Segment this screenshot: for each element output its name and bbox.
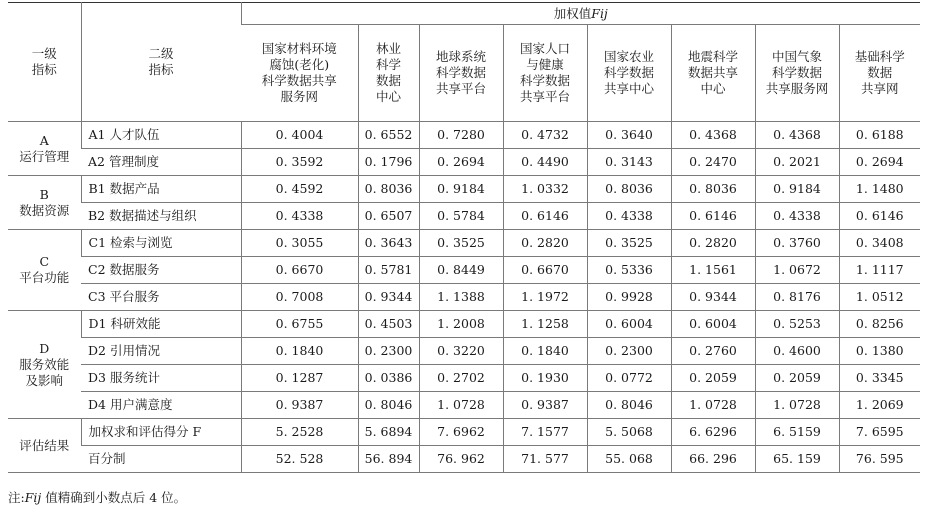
weighted-value-cell: 0. 4592 (241, 176, 358, 203)
weighted-value-cell: 0. 8256 (839, 311, 920, 338)
weighted-value-cell: 6. 5159 (755, 419, 839, 446)
platform-header-line: 共享平台 (435, 81, 486, 96)
level1-indicator (8, 122, 81, 176)
weighted-value-cell: 0. 4368 (755, 122, 839, 149)
weighted-value-cell: 0. 3345 (839, 365, 920, 392)
platform-header-line: 共享中心 (603, 81, 654, 96)
weighted-value-cell: 0. 4600 (755, 338, 839, 365)
weighted-value-cell: 55. 068 (587, 446, 671, 473)
table-row (8, 284, 920, 311)
weighted-value-cell: 0. 9184 (755, 176, 839, 203)
level2-indicator: C1 检索与浏览 (81, 230, 241, 257)
weighted-value-cell: 0. 6146 (671, 203, 755, 230)
weighted-value-cell: 0. 0772 (587, 365, 671, 392)
weighted-value-cell: 1. 2008 (419, 311, 503, 338)
weighted-value-cell: 0. 1796 (358, 149, 419, 176)
platform-header-line: 腐蚀(老化) (269, 57, 330, 72)
weighted-value-cell: 0. 8449 (419, 257, 503, 284)
platform-header-line: 国家材料环境 (261, 41, 337, 56)
weighted-value-cell: 0. 2694 (839, 149, 920, 176)
weighted-value-cell: 0. 6146 (503, 203, 587, 230)
weighted-value-cell: 0. 9387 (241, 392, 358, 419)
weighted-value-cell: 0. 5253 (755, 311, 839, 338)
weighted-value-cell: 0. 8036 (358, 176, 419, 203)
weighted-value-cell: 0. 3143 (587, 149, 671, 176)
weighted-value-cell: 0. 2021 (755, 149, 839, 176)
level1-indicator-line: 服务效能 (19, 356, 70, 372)
header-level2-line: 指标 (148, 62, 174, 77)
header-level2-line: 二级 (148, 46, 174, 61)
weighted-value-cell: 65. 159 (755, 446, 839, 473)
weighted-value-cell: 0. 9928 (587, 284, 671, 311)
weighted-value-cell: 1. 1972 (503, 284, 587, 311)
weighted-value-cell: 0. 2300 (587, 338, 671, 365)
header-level1-line: 一级 (31, 46, 57, 61)
platform-header-line: 共享网 (861, 81, 899, 96)
platform-header-line: 服务网 (280, 89, 318, 104)
platform-header-line: 科学数据共享 (261, 73, 337, 88)
weighted-value-cell: 0. 1287 (241, 365, 358, 392)
weighted-value-cell: 0. 6146 (839, 203, 920, 230)
weighted-value-cell: 0. 3220 (419, 338, 503, 365)
level2-indicator: C2 数据服务 (81, 257, 241, 284)
weighted-value-cell: 0. 3760 (755, 230, 839, 257)
weighted-value-cell: 5. 5068 (587, 419, 671, 446)
table-row (8, 176, 920, 203)
weight-label-prefix: 加权值 (553, 5, 592, 21)
weighted-value-cell: 0. 4338 (241, 203, 358, 230)
level1-indicator-line: 平台功能 (19, 270, 70, 285)
level2-indicator: B1 数据产品 (81, 176, 241, 203)
level1-indicator (8, 419, 81, 473)
level2-indicator: 百分制 (81, 446, 241, 473)
table-row (8, 419, 920, 446)
weighted-value-cell: 1. 2069 (839, 392, 920, 419)
platform-header-line: 科学数据 (519, 73, 570, 88)
weighted-value-cell: 56. 894 (358, 446, 419, 473)
platform-header-line: 数据 (867, 65, 893, 80)
table-body (8, 122, 920, 473)
table-row (8, 392, 920, 419)
weighted-value-cell: 0. 6670 (503, 257, 587, 284)
weighted-value-cell: 71. 577 (503, 446, 587, 473)
weighted-value-cell: 1. 0332 (503, 176, 587, 203)
platform-header-line: 地震科学 (687, 49, 738, 64)
table-row (8, 311, 920, 338)
weight-label-var: Fij (591, 5, 608, 21)
weighted-value-cell: 52. 528 (241, 446, 358, 473)
platform-header (419, 25, 503, 122)
platform-header-line: 中心 (700, 81, 726, 96)
platform-header-line: 科学数据 (435, 65, 486, 80)
level2-indicator: D4 用户满意度 (81, 392, 241, 419)
weighted-value-cell: 0. 4338 (755, 203, 839, 230)
weighted-value-cell: 0. 7280 (419, 122, 503, 149)
weighted-value-cell: 0. 4490 (503, 149, 587, 176)
weighted-value-cell: 76. 595 (839, 446, 920, 473)
level1-indicator (8, 311, 81, 419)
level2-indicator: D3 服务统计 (81, 365, 241, 392)
note-prefix: 注: (8, 490, 25, 505)
weighted-value-cell: 7. 6595 (839, 419, 920, 446)
platform-header-line: 中国气象 (771, 49, 822, 64)
weighted-value-cell: 0. 3640 (587, 122, 671, 149)
weighted-value-cell: 0. 6670 (241, 257, 358, 284)
weighted-value-cell: 0. 1930 (503, 365, 587, 392)
weighted-value-cell: 1. 0728 (755, 392, 839, 419)
weighted-value-cell: 0. 2820 (503, 230, 587, 257)
header-level1 (8, 3, 81, 122)
level1-indicator-line: 评估结果 (19, 437, 70, 453)
weighted-value-cell: 0. 1840 (241, 338, 358, 365)
weighted-value-cell: 0. 6004 (587, 311, 671, 338)
weighted-value-cell: 1. 0728 (419, 392, 503, 419)
weighted-value-cell: 0. 4004 (241, 122, 358, 149)
weighted-value-cell: 0. 4368 (671, 122, 755, 149)
weighted-value-cell: 0. 4503 (358, 311, 419, 338)
weighted-value-cell: 0. 3643 (358, 230, 419, 257)
platform-header-line: 共享平台 (519, 89, 570, 104)
weighted-value-cell: 0. 9387 (503, 392, 587, 419)
weighted-value-cell: 1. 1388 (419, 284, 503, 311)
weighted-value-cell: 0. 4732 (503, 122, 587, 149)
platform-header (839, 25, 920, 122)
weighted-value-cell: 66. 296 (671, 446, 755, 473)
weighted-value-cell: 7. 1577 (503, 419, 587, 446)
level1-indicator (8, 176, 81, 230)
table-row (8, 230, 920, 257)
weighted-value-cell: 0. 0386 (358, 365, 419, 392)
weighted-value-cell: 5. 6894 (358, 419, 419, 446)
platform-header (671, 25, 755, 122)
table-row (8, 203, 920, 230)
level1-indicator-line: B (39, 186, 49, 202)
platform-header-line: 科学 (375, 57, 401, 72)
weighted-value-cell: 0. 8046 (587, 392, 671, 419)
platform-header-line: 林业 (375, 41, 401, 56)
weighted-value-cell: 7. 6962 (419, 419, 503, 446)
weighted-value-cell: 0. 4338 (587, 203, 671, 230)
platform-header (358, 25, 419, 122)
platform-header-line: 地球系统 (435, 49, 486, 64)
weighted-value-cell: 0. 2470 (671, 149, 755, 176)
weighted-value-cell: 0. 5784 (419, 203, 503, 230)
weighted-value-cell: 0. 7008 (241, 284, 358, 311)
table-container (8, 2, 920, 473)
weighted-value-cell: 1. 1480 (839, 176, 920, 203)
weighted-value-cell: 0. 2760 (671, 338, 755, 365)
platform-header (755, 25, 839, 122)
weighted-value-cell: 0. 2300 (358, 338, 419, 365)
weighted-value-cell: 0. 3525 (419, 230, 503, 257)
weighted-value-cell: 0. 1380 (839, 338, 920, 365)
weighted-value-cell: 0. 6188 (839, 122, 920, 149)
platform-header-line: 国家农业 (603, 49, 654, 64)
platform-header-line: 科学数据 (771, 65, 822, 80)
platform-header (241, 25, 358, 122)
weighted-value-cell: 1. 0672 (755, 257, 839, 284)
weighted-value-cell: 0. 5336 (587, 257, 671, 284)
weighted-value-cell: 76. 962 (419, 446, 503, 473)
weighted-value-cell: 0. 3055 (241, 230, 358, 257)
platform-header-line: 国家人口 (519, 41, 570, 56)
table-row (8, 122, 920, 149)
weighted-value-cell: 0. 2820 (671, 230, 755, 257)
weighted-value-cell: 0. 3592 (241, 149, 358, 176)
platform-header-line: 共享服务网 (765, 81, 829, 96)
weighted-value-cell: 0. 9344 (671, 284, 755, 311)
table-row (8, 446, 920, 473)
level2-indicator: 加权求和评估得分 F (81, 419, 241, 446)
weighted-value-cell: 0. 3525 (587, 230, 671, 257)
level1-indicator (8, 230, 81, 311)
weighted-value-cell: 6. 6296 (671, 419, 755, 446)
note-var: Fij (24, 490, 42, 505)
weighted-value-cell: 0. 2694 (419, 149, 503, 176)
level2-indicator: A2 管理制度 (81, 149, 241, 176)
weighted-value-cell: 0. 6507 (358, 203, 419, 230)
weighted-value-cell: 0. 6004 (671, 311, 755, 338)
table-row (8, 257, 920, 284)
platform-header-line: 与健康 (526, 57, 564, 72)
weighted-value-cell: 1. 0728 (671, 392, 755, 419)
level1-indicator-line: 数据资源 (19, 202, 70, 218)
platform-header-line: 中心 (375, 89, 401, 104)
weighted-value-cell: 0. 5781 (358, 257, 419, 284)
weighted-value-cell: 5. 2528 (241, 419, 358, 446)
platform-header-line: 数据共享 (687, 65, 738, 80)
note-suffix: 值精确到小数点后 4 位。 (41, 490, 187, 505)
weighted-value-cell: 1. 1561 (671, 257, 755, 284)
level2-indicator: B2 数据描述与组织 (81, 203, 241, 230)
weighted-value-cell: 0. 1840 (503, 338, 587, 365)
weighted-value-cell: 0. 9344 (358, 284, 419, 311)
table-row (8, 338, 920, 365)
weighted-value-cell: 0. 6755 (241, 311, 358, 338)
level2-indicator: D2 引用情况 (81, 338, 241, 365)
platform-header-line: 基础科学 (854, 49, 905, 64)
weighted-value-cell: 1. 0512 (839, 284, 920, 311)
level1-indicator-line: D (39, 340, 50, 356)
level2-indicator: D1 科研效能 (81, 311, 241, 338)
weighted-value-cell: 0. 6552 (358, 122, 419, 149)
weighted-value-table (8, 2, 920, 473)
level2-indicator: C3 平台服务 (81, 284, 241, 311)
level1-indicator-line: 及影响 (25, 372, 63, 388)
header-level2 (81, 3, 241, 122)
level2-indicator: A1 人才队伍 (81, 122, 241, 149)
weighted-value-cell: 0. 3408 (839, 230, 920, 257)
level1-indicator-line: A (39, 132, 49, 148)
table-note (8, 490, 186, 506)
weighted-value-cell: 0. 8176 (755, 284, 839, 311)
header-weighted-value (241, 3, 920, 25)
level1-indicator-line: C (39, 254, 50, 269)
weighted-value-cell: 0. 2702 (419, 365, 503, 392)
platform-header (587, 25, 671, 122)
weighted-value-cell: 0. 8046 (358, 392, 419, 419)
table-row (8, 149, 920, 176)
platform-header-line: 科学数据 (603, 65, 654, 80)
header-level1-line: 指标 (31, 62, 57, 77)
platform-header-line: 数据 (375, 73, 401, 88)
platform-header (503, 25, 587, 122)
weighted-value-cell: 0. 8036 (671, 176, 755, 203)
weighted-value-cell: 0. 2059 (755, 365, 839, 392)
weighted-value-cell: 0. 9184 (419, 176, 503, 203)
level1-indicator-line: 运行管理 (19, 148, 70, 164)
weighted-value-cell: 1. 1117 (839, 257, 920, 284)
weighted-value-cell: 0. 8036 (587, 176, 671, 203)
weighted-value-cell: 1. 1258 (503, 311, 587, 338)
weighted-value-cell: 0. 2059 (671, 365, 755, 392)
table-row (8, 365, 920, 392)
